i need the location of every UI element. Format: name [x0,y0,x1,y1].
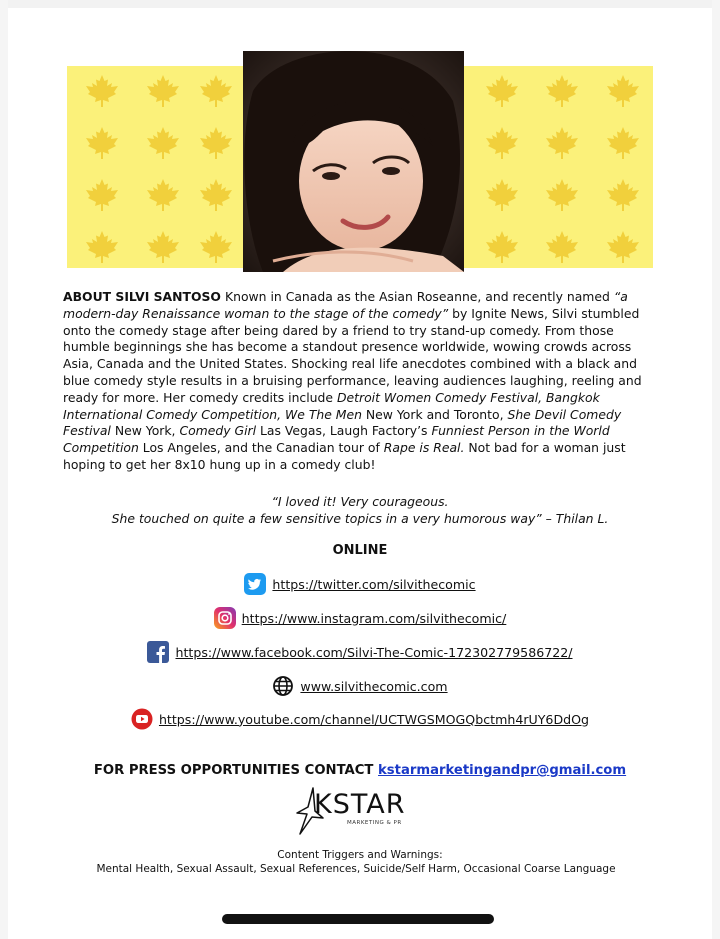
about-paragraph [63,289,661,474]
kstar-logo [295,787,420,835]
facebook-link-row [0,641,720,663]
about-text: Los Angeles, and the Canadian tour of [138,440,384,456]
quote-line: “I loved it! Very courageous. [271,494,449,509]
logo-name: KSTAR [314,789,406,820]
page-edge [0,0,720,8]
instagram-link[interactable]: https://www.instagram.com/silvithecomic/ [241,610,507,626]
maple-leaf-icon [485,126,519,160]
home-indicator[interactable] [222,914,494,924]
maple-leaf-icon [199,74,233,108]
maple-leaf-icon [545,178,579,212]
portrait-photo [243,51,464,272]
website-link-row [0,675,720,697]
about-text: Known in Canada as the Asian Roseanne, and recently named [224,289,614,304]
youtube-link-row [0,708,720,730]
about-heading: ABOUT SILVI SANTOSO [63,289,221,304]
maple-leaf-icon [85,178,119,212]
about-text: Comedy Girl [179,423,257,439]
about-text: Detroit Women Comedy Festival, Bangkok International Comedy Competition, We The Men [63,389,600,422]
twitter-link-row [0,573,720,595]
maple-leaf-icon [545,74,579,108]
instagram-link-row [0,607,720,629]
page-edge [0,0,8,939]
youtube-icon[interactable] [131,708,153,730]
maple-leaf-icon [545,126,579,160]
maple-leaf-icon [485,74,519,108]
warnings-text: Mental Health, Sexual Assault, Sexual References, Suicide/Self Harm, Occasional Coarse Language [96,863,616,875]
about-text: “a modern-day Renaissance woman to the stage of the comedy” [63,289,628,321]
about-text: New York, [110,423,180,439]
facebook-icon[interactable] [147,641,169,663]
warnings-title: Content Triggers and Warnings: [277,849,443,861]
twitter-icon[interactable] [244,573,266,595]
about-text: Not bad for a woman just hoping to get her 8x10 hung up in a comedy club! [63,440,626,472]
maple-leaf-icon [485,230,519,264]
logo-subtitle: MARKETING & PR [347,820,402,826]
maple-leaf-icon [85,74,119,108]
globe-icon[interactable] [272,675,294,697]
maple-leaf-icon [146,126,180,160]
about-text: New York and Toronto, [361,406,508,422]
maple-leaf-icon [85,126,119,160]
website-link[interactable]: www.silvithecomic.com [300,678,448,694]
about-text: by Ignite News, Silvi stumbled onto the comedy stage after being dared by a friend to try stand-up comedy. From those humble beginnings she has become a standout presence worldwide, wowing crowds across Asia, Canada and the United States. Shocking real life anecdotes combined with a black and blue comedy style results in a bruising performance, leaving audiences laughing, reeling and ready for more. Her comedy credits include [63,305,642,405]
facebook-link[interactable]: https://www.facebook.com/Silvi-The-Comic-172302779586722/ [175,644,573,660]
maple-leaf-icon [146,230,180,264]
quote-line: She touched on quite a few sensitive topics in a very humorous way” – Thilan L. [111,511,609,526]
online-heading: ONLINE [332,543,388,558]
maple-leaf-icon [606,230,640,264]
press-email-link[interactable]: kstarmarketingandpr@gmail.com [378,763,627,778]
testimonial-quote [60,493,660,527]
maple-leaf-icon [606,178,640,212]
about-text: Rape is Real. [383,440,465,456]
twitter-link[interactable]: https://twitter.com/silvithecomic [272,576,476,592]
press-label: FOR PRESS OPPORTUNITIES CONTACT [93,763,374,778]
about-text: Las Vegas, Laugh Factory’s [256,423,432,439]
maple-leaf-icon [85,230,119,264]
maple-leaf-icon [606,74,640,108]
youtube-link[interactable]: https://www.youtube.com/channel/UCTWGSMOGQbctmh4rUY6DdOg [158,711,590,727]
maple-leaf-icon [199,230,233,264]
maple-leaf-icon [545,230,579,264]
maple-leaf-icon [485,178,519,212]
instagram-icon[interactable] [214,607,236,629]
press-contact [0,763,720,778]
maple-leaf-icon [146,178,180,212]
about-text: Funniest Person in the World Competition [63,423,610,456]
about-text: She Devil Comedy Festival [63,406,622,439]
maple-leaf-icon [199,126,233,160]
maple-leaf-icon [146,74,180,108]
maple-leaf-icon [606,126,640,160]
maple-leaf-icon [199,178,233,212]
page-edge [712,0,720,939]
